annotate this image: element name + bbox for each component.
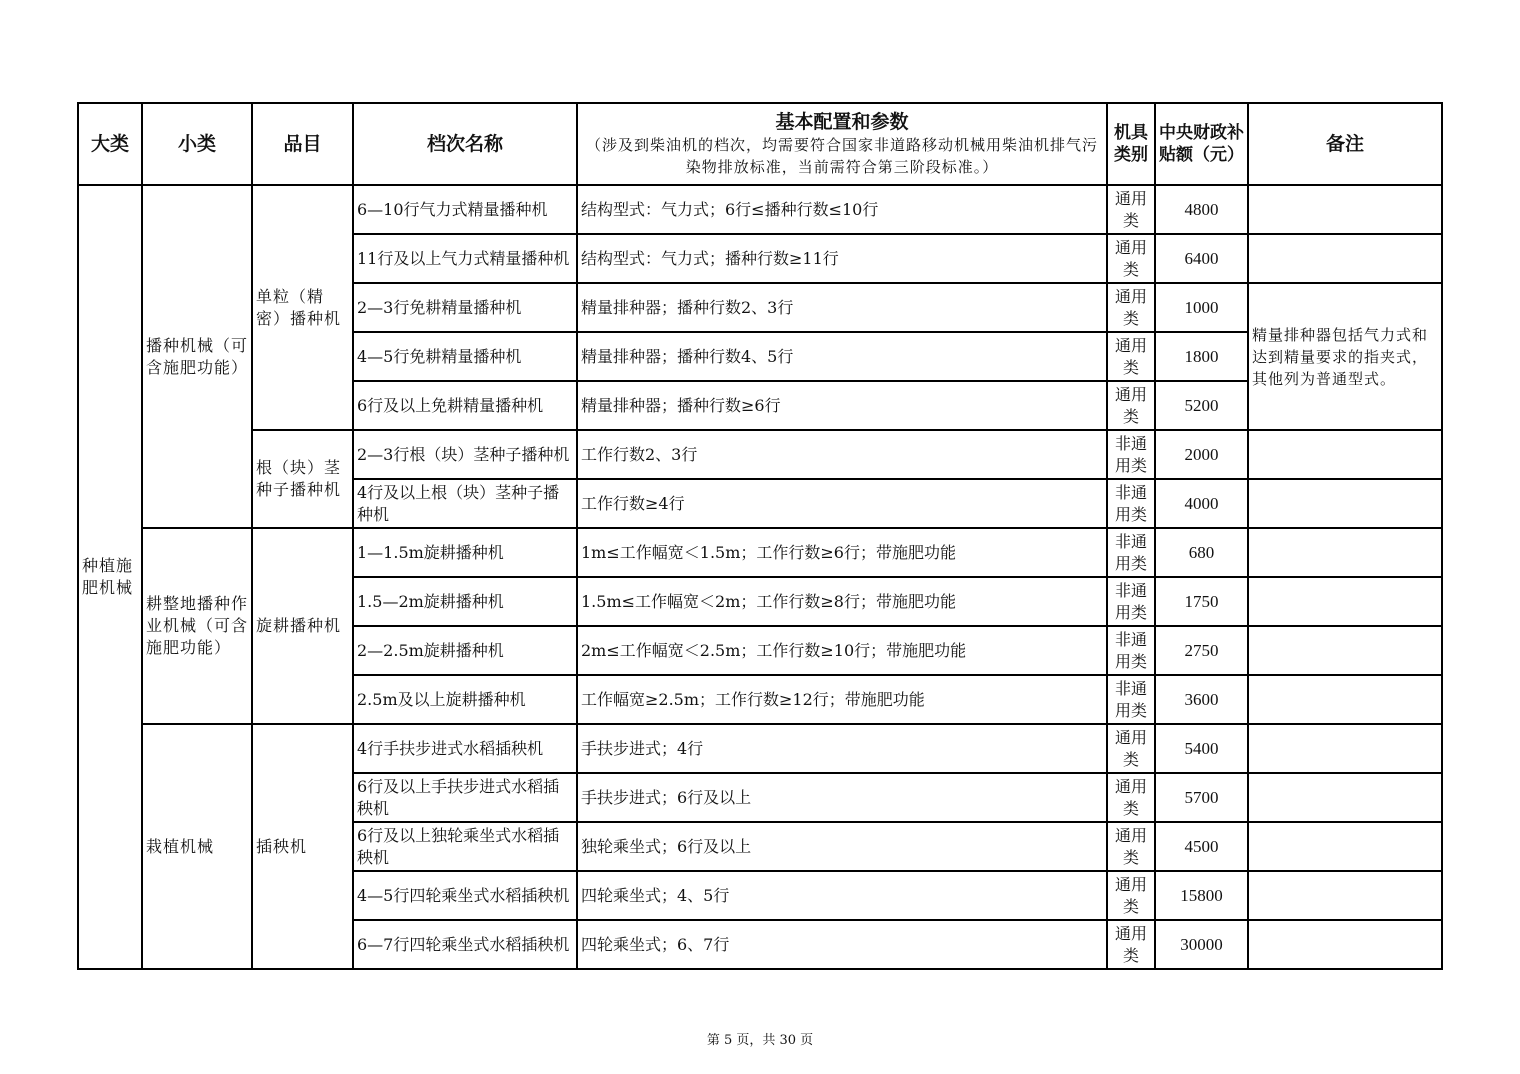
config-cell: 手扶步进式；6行及以上 (577, 773, 1107, 822)
header-config-title: 基本配置和参数 (775, 111, 909, 133)
grade-cell: 2.5m及以上旋耕播种机 (353, 675, 577, 724)
subsidy-cell: 15800 (1155, 871, 1248, 920)
config-cell: 精量排种器；播种行数≥6行 (577, 381, 1107, 430)
remark-cell (1248, 773, 1442, 822)
config-cell: 工作行数≥4行 (577, 479, 1107, 528)
grade-cell: 11行及以上气力式精量播种机 (353, 234, 577, 283)
config-cell: 手扶步进式；4行 (577, 724, 1107, 773)
type-cell: 通用类 (1107, 185, 1155, 234)
remark-cell (1248, 528, 1442, 577)
grade-cell: 6行及以上独轮乘坐式水稻插秧机 (353, 822, 577, 871)
header-config-note: （涉及到柴油机的档次，均需要符合国家非道路移动机械用柴油机排气污染物排放标准，当前需符合第三阶段标准。） (585, 136, 1098, 176)
type-cell: 通用类 (1107, 724, 1155, 773)
subsidy-table (77, 102, 1443, 970)
header-type: 机具类别 (1107, 103, 1155, 185)
type-cell: 通用类 (1107, 871, 1155, 920)
type-cell: 通用类 (1107, 332, 1155, 381)
remark-cell (1248, 920, 1442, 969)
type-cell: 通用类 (1107, 773, 1155, 822)
grade-cell: 4行及以上根（块）茎种子播种机 (353, 479, 577, 528)
grade-cell: 1—1.5m旋耕播种机 (353, 528, 577, 577)
config-cell: 精量排种器；播种行数2、3行 (577, 283, 1107, 332)
subsidy-cell: 1800 (1155, 332, 1248, 381)
subsidy-cell: 3600 (1155, 675, 1248, 724)
remark-cell (1248, 626, 1442, 675)
grade-cell: 4行手扶步进式水稻插秧机 (353, 724, 577, 773)
remark-cell (1248, 871, 1442, 920)
type-cell: 通用类 (1107, 822, 1155, 871)
remark-cell (1248, 675, 1442, 724)
grade-cell: 4—5行四轮乘坐式水稻插秧机 (353, 871, 577, 920)
config-cell: 工作幅宽≥2.5m；工作行数≥12行；带施肥功能 (577, 675, 1107, 724)
header-minor: 小类 (142, 103, 252, 185)
subsidy-cell: 30000 (1155, 920, 1248, 969)
subsidy-cell: 2750 (1155, 626, 1248, 675)
type-cell: 通用类 (1107, 283, 1155, 332)
config-cell: 四轮乘坐式；4、5行 (577, 871, 1107, 920)
grade-cell: 6行及以上免耕精量播种机 (353, 381, 577, 430)
remark-cell (1248, 185, 1442, 234)
table-header-row (78, 103, 1442, 185)
config-cell: 1.5m≤工作幅宽＜2m；工作行数≥8行；带施肥功能 (577, 577, 1107, 626)
type-cell: 通用类 (1107, 920, 1155, 969)
table-row (78, 528, 1442, 577)
header-config (577, 103, 1107, 185)
subsidy-cell: 4800 (1155, 185, 1248, 234)
header-remark: 备注 (1248, 103, 1442, 185)
config-cell: 独轮乘坐式；6行及以上 (577, 822, 1107, 871)
grade-cell: 6—10行气力式精量播种机 (353, 185, 577, 234)
remark-cell: 精量排种器包括气力式和达到精量要求的指夹式，其他列为普通型式。 (1248, 283, 1442, 430)
type-cell: 非通用类 (1107, 626, 1155, 675)
grade-cell: 2—3行免耕精量播种机 (353, 283, 577, 332)
remark-cell (1248, 430, 1442, 479)
type-cell: 通用类 (1107, 234, 1155, 283)
grade-cell: 2—3行根（块）茎种子播种机 (353, 430, 577, 479)
subsidy-cell: 5400 (1155, 724, 1248, 773)
remark-cell (1248, 234, 1442, 283)
item-cell: 旋耕播种机 (252, 528, 353, 724)
subsidy-cell: 5700 (1155, 773, 1248, 822)
grade-cell: 1.5—2m旋耕播种机 (353, 577, 577, 626)
config-cell: 1m≤工作幅宽＜1.5m；工作行数≥6行；带施肥功能 (577, 528, 1107, 577)
remark-cell (1248, 822, 1442, 871)
subsidy-cell: 5200 (1155, 381, 1248, 430)
type-cell: 非通用类 (1107, 479, 1155, 528)
remark-cell (1248, 577, 1442, 626)
minor-category-cell: 栽植机械 (142, 724, 252, 969)
table-row (78, 724, 1442, 773)
grade-cell: 4—5行免耕精量播种机 (353, 332, 577, 381)
minor-category-cell: 耕整地播种作业机械（可含施肥功能） (142, 528, 252, 724)
config-cell: 结构型式：气力式；6行≤播种行数≤10行 (577, 185, 1107, 234)
table-row (78, 185, 1442, 234)
subsidy-cell: 1750 (1155, 577, 1248, 626)
table-row (78, 430, 1442, 479)
page-footer: 第 5 页，共 30 页 (706, 1033, 814, 1048)
major-category-cell: 种植施肥机械 (78, 185, 142, 969)
item-cell: 单粒（精密）播种机 (252, 185, 353, 430)
subsidy-cell: 2000 (1155, 430, 1248, 479)
subsidy-cell: 680 (1155, 528, 1248, 577)
remark-cell (1248, 724, 1442, 773)
subsidy-cell: 6400 (1155, 234, 1248, 283)
item-cell: 根（块）茎种子播种机 (252, 430, 353, 528)
subsidy-cell: 4000 (1155, 479, 1248, 528)
type-cell: 非通用类 (1107, 528, 1155, 577)
config-cell: 工作行数2、3行 (577, 430, 1107, 479)
header-item: 品目 (252, 103, 353, 185)
minor-category-cell: 播种机械（可含施肥功能） (142, 185, 252, 528)
grade-cell: 6—7行四轮乘坐式水稻插秧机 (353, 920, 577, 969)
config-cell: 2m≤工作幅宽＜2.5m；工作行数≥10行；带施肥功能 (577, 626, 1107, 675)
header-subsidy: 中央财政补贴额（元） (1155, 103, 1248, 185)
type-cell: 非通用类 (1107, 577, 1155, 626)
config-cell: 结构型式：气力式；播种行数≥11行 (577, 234, 1107, 283)
type-cell: 通用类 (1107, 381, 1155, 430)
grade-cell: 6行及以上手扶步进式水稻插秧机 (353, 773, 577, 822)
type-cell: 非通用类 (1107, 675, 1155, 724)
header-major: 大类 (78, 103, 142, 185)
grade-cell: 2—2.5m旋耕播种机 (353, 626, 577, 675)
header-grade: 档次名称 (353, 103, 577, 185)
subsidy-cell: 4500 (1155, 822, 1248, 871)
subsidy-cell: 1000 (1155, 283, 1248, 332)
type-cell: 非通用类 (1107, 430, 1155, 479)
remark-cell (1248, 479, 1442, 528)
item-cell: 插秧机 (252, 724, 353, 969)
config-cell: 精量排种器；播种行数4、5行 (577, 332, 1107, 381)
config-cell: 四轮乘坐式；6、7行 (577, 920, 1107, 969)
